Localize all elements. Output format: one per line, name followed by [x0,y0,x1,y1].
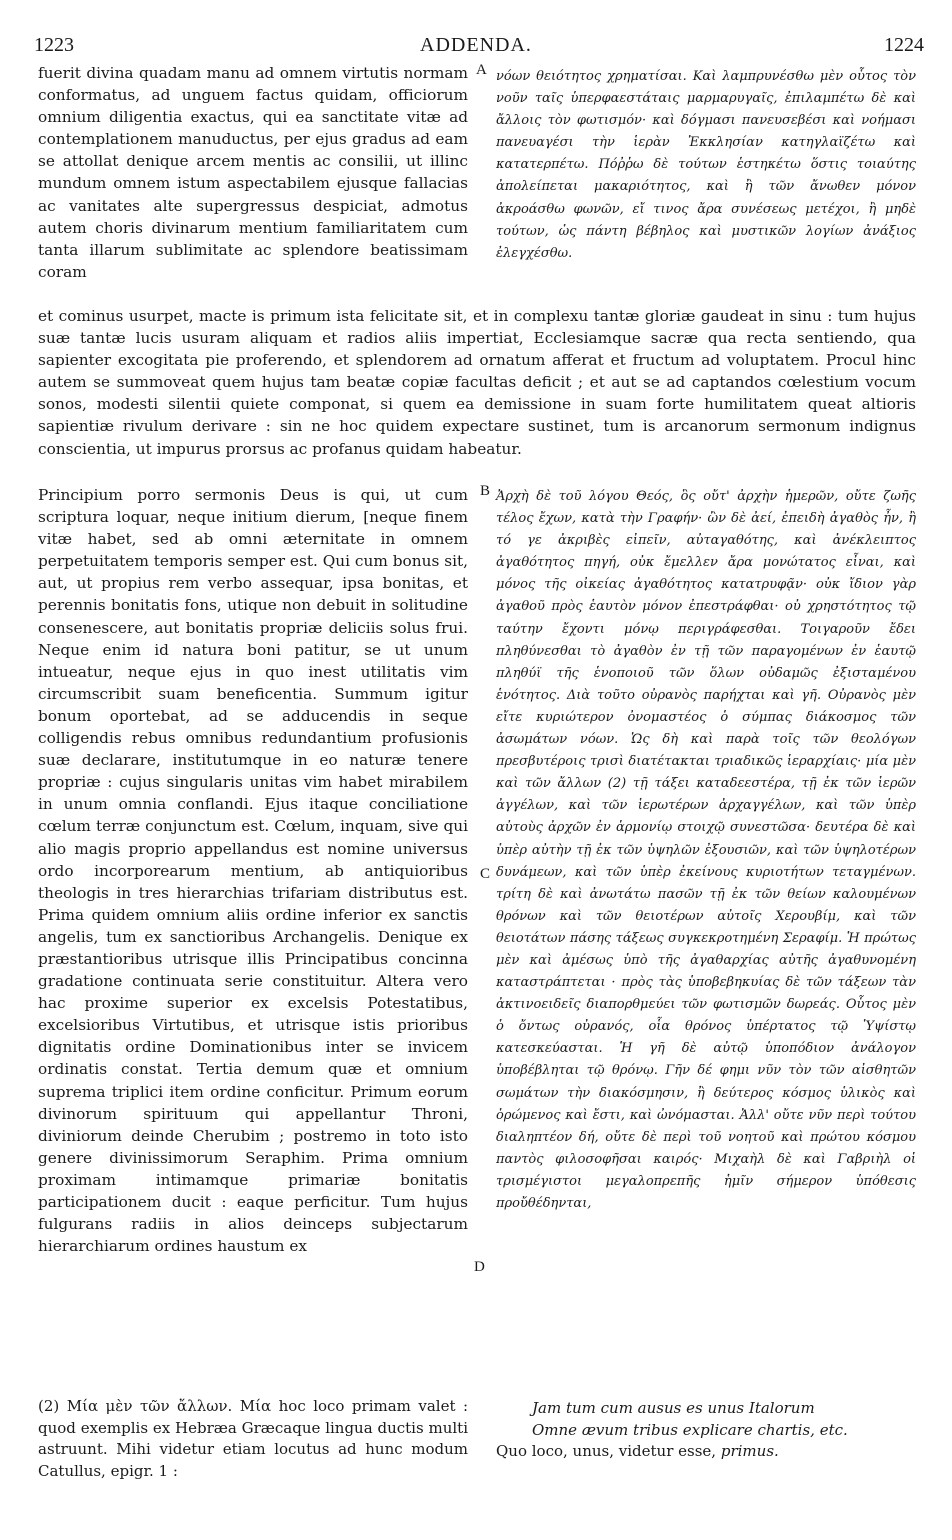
running-title: ADDENDA. [420,34,532,56]
margin-marker-a: A [476,62,487,78]
footnote-left: (2) Μία μὲν τῶν ἄλλων. Μία hoc loco primam valet : quod exemplis ex Hebræa Græcaque lingua ductis multi astruunt. Mihi videtur etiam locutus ad hunc modum Catullus, epigr. 1 : [38,1397,468,1480]
margin-marker-b: B [480,483,491,499]
greek-column-top: νόων θειότητος χρηματίσαι. Καὶ λαμπρυνέσθω μὲν οὗτος τὸν νοῦν ταῖς ὑπερφαεστάταις μαρμαρυγαῖς, ἐπιλαμπέτω δὲ καὶ ἄλλοις τὸν φωτισμόν· καὶ δόγμασι πανευσεβέσι καὶ νοήμασι πανευαγέσι τὴν ἱερὰν Ἐκκλησίαν κατηγλαϊζέτω καὶ κατατερπέτω. Πόῤῥω δὲ τούτων ἑστηκέτω ὅστις τοιαύτης ἀπολείπεται μακαριότητος, καὶ ἢ τῶν ἄνωθεν μόνον ἀκροάσθω φωνῶν, εἴ τινος ἄρα συνέσεως μετέχοι, ἢ μηδὲ τούτων, ὡς πάντη βέβηλος καὶ μυστικῶν λογίων ἀνάξιος ἐλεγχέσθω. [496,69,916,261]
footnote-comment-emphasis: primus. [720,1442,779,1460]
latin-column-main: Principium porro sermonis Deus is qui, ut cum scriptura loquar, neque initium dierum, [neque finem vitæ habet, sed ab omni æternitate in omnem perpetuitatem temporis semper est. Qui cum bonus sit, aut, ut propius rem verbo assequar, ipsa bonitas, et perennis bonitatis fons, utique non debuit in solitudine consenescere, aut bonitatis propriæ deliciis solus frui. Neque enim id natura boni patitur, se ut unum intueatur, neque ejus in quo inest utilitatis vim circumscribit suam beneficentia. Summum igitur bonum oportebat, ad se adducendis in seque colligendis rebus omnibus redundantium profusionis suæ declarare, institutumque in eo naturæ tenere propriæ : cujus singularis unitas vim habet mirabilem in unum omnia conflandi. Ejus itaque conciliatione cœlum terræ conjunctum est. Cœlum, inquam, sive qui alio magis proprio appellandus est nomine universus ordo incorporearum mentium, ab antiquioribus theologis in tres hierarchias trifariam distributus est. Prima quidem omnium aliis ordine inferior ex sanctis angelis, tum ex sanctioribus Archangelis. Denique ex præstantioribus utrisque illis Principatibus concinna gradatione continuata serie constituitur. Altera vero hac proxime superior ex excelsis Potestatibus, excelsioribus Virtutibus, et utrisque istis prioribus dignitatis ordine Dominationibus inter se invicem ordinatis constat. Tertia demum quæ et omnium suprema triplici item ordine conficitur. Primum eorum divinorum spirituum qui appellantur Throni, diviniorum deinde Cherubim ; postremo in toto isto genere divinissimorum Seraphim. Prima omnium proximam intimamque primariæ bonitatis participationem ducit : eaque perficitur. Tum hujus fulgurans radiis in alios deinceps subjectarum hierarchiarum ordines haustum ex [38,486,468,1256]
right-page-number: 1224 [884,34,924,56]
greek-column-main: Ἀρχὴ δὲ τοῦ λόγου Θεός, ὃς οὔτ' ἀρχὴν ἡμερῶν, οὔτε ζωῆς τέλος ἔχων, κατὰ τὴν Γραφήν· ὢν δὲ ἀεί, ἐπειδὴ ἀγαθὸς ἦν, ἢ τό γε ἀκριβὲς εἰπεῖν, αὐταγαθότης, καὶ ἀνέκλειπτος ἀγαθότητος πηγή, οὐκ ἔμελλεν ἄρα μονώτατος εἶναι, καὶ μόνος τῆς οἰκείας ἀγαθότητος κατατρυφᾷν· οὐκ ἴδιον γὰρ ἀγαθοῦ πρὸς ἑαυτὸν μόνον ἐπεστράφθαι· οὐ χρηστότητος τῷ ταύτην ἔχοντι μόνῳ περιγράφεσθαι. Τοιγαροῦν ἔδει πληθύνεσθαι τὸ ἀγαθὸν ἐν τῇ τῶν παραγομένων ἐν ἑαυτῷ πληθύϊ τῆς ἑνοποιοῦ τῶν ὅλων οὐδαμῶς ἐξισταμένου ἑνότητος. Διὰ τοῦτο οὐρανὸς παρήχται καὶ γῆ. Οὐρανὸς μὲν εἴτε κυριώτερον ὀνομαστέος ὁ σύμπας διάκοσμος τῶν ἀσωμάτων νόων. Ὡς δὴ καὶ παρὰ τοῖς τῶν θεολόγων πρεσβυτέροις τρισὶ διατέτακται τριαδικῶς ἱεραρχίαις· μία μὲν καὶ τῶν ἄλλων (2) τῇ τάξει καταδεεστέρα, τῇ ἐκ τῶν ἱερῶν ἀγγέλων, καὶ τῶν ἱερωτέρων ἀρχαγγέλων, καὶ τῶν ὑπὲρ αὐτοὺς ἀρχῶν ἐν ἁρμονίῳ στοιχῷ συνεστῶσα· δευτέρα δὲ καὶ ὑπὲρ αὐτὴν τῇ ἐκ τῶν ὑψηλῶν ἐξουσιῶν, καὶ τῶν ὑψηλοτέρων δυνάμεων, καὶ τῶν ὑπὲρ ἐκείνους κυριοτήτων τεταγμένων. τρίτη δὲ καὶ ἀνωτάτω πασῶν τῇ ἐκ τῶν θείων καλουμένων θρόνων καὶ τῶν θειοτέρων αὐτοῖς Χερουβίμ, καὶ τῶν θειοτάτων πάσης τάξεως συγκεκροτημένη Σεραφίμ. Ἡ πρώτως μὲν καὶ ἀμέσως ὑπὸ τῆς ἀγαθαρχίας αὐτῆς ἀγαθυνομένη καταστράπτεται · πρὸς τὰς ὑποβεβηκυίας δὲ τῶν τάξεων τὰν ἀκτινοειδεῖς διαπορθμεύει τῶν φωτισμῶν δωρεάς. Οὗτος μὲν ὁ ὄντως οὐρανός, οἷα θρόνος ὑπέρτατος τῷ Ὑψίστῳ κατεσκεύασται. Ἡ γῆ δὲ αὐτῷ ὑποπόδιον ἀνάλογον ὑποβέβληται τῷ θρόνῳ. Γῆν δέ φημι νῦν τὸν τῶν αἰσθητῶν σωμάτων τὴν διακόσμησιν, ἢ δεύτερος κόσμος ὑλικὸς καὶ ὁρώμενος καὶ ἔστι, καὶ ὠνόμασται. Ἀλλ' οὔτε νῦν περὶ τούτου διαληπτέον δή, οὔτε δὲ περὶ τοῦ νοητοῦ καὶ πρώτου κόσμου παντὸς φιλοσοφῆσαι καιρός· Μιχαὴλ δὲ καὶ Γαβριὴλ οἱ τρισμέγιστοι μεγαλοπρεπῆς ἡμῖν σήμερον ὑπόθεσις προὔθέδηνται, [496,489,916,1211]
latin-full-width-paragraph: et cominus usurpet, macte is primum ista felicitate sit, et in complexu tantæ gloriæ gaudeat in sinu : tum hujus suæ tantæ lucis usuram aliquam et radios aliis impertiat, Ecclesiamque sacræ qua recta sentiendo, qua sapienter excogitata pie proferendo, et splendorem ad ornatum afferat et fructum ad voluptatem. Procul hinc autem se summoveat quem hujus tam beatæ copiæ facultas deficit ; et aut se ad captandos cœlestium vocum sonos, modesti silentii quiete componat, si quem ea demissione in suam forte humilitatem queat altioris sapientiæ rivulum derivare : sin ne hoc quidem expectare sustinet, tum is arcanorum sermonum indignus conscientia, ut impurus prorsus ac profanus quidam habeatur. [38,307,916,458]
footnote-comment-text: Quo loco, unus, videtur esse, [496,1442,717,1460]
footnote-verse-line-2: Omne ævum tribus explicare chartis, etc. [532,1420,848,1439]
footnote-right [496,1398,916,1463]
latin-column-top: fuerit divina quadam manu ad omnem virtutis normam conformatus, ad unguem factus quidam, officiorum omnium diligentia exactus, qui ea sanctitate vitæ ad contemplationem manuductus, per ejus gradus ad eam se attollat denique arcem mentis ac consilii, ut illinc mundum omnem istum aspectabilem ejusque fallacias ac vanitates alte supergressus despiciat, admotus autem choris divinarum mentium familiaritatem cum tanta illarum sublimitate ac splendore beatissimam coram [38,64,468,281]
margin-marker-d: D [474,1259,485,1275]
left-page-number: 1223 [34,34,74,56]
footnote-verse-line-1: Jam tum cum ausus es unus Italorum [532,1399,815,1417]
footnote-comment [496,1441,916,1463]
margin-marker-c: C [480,866,491,882]
